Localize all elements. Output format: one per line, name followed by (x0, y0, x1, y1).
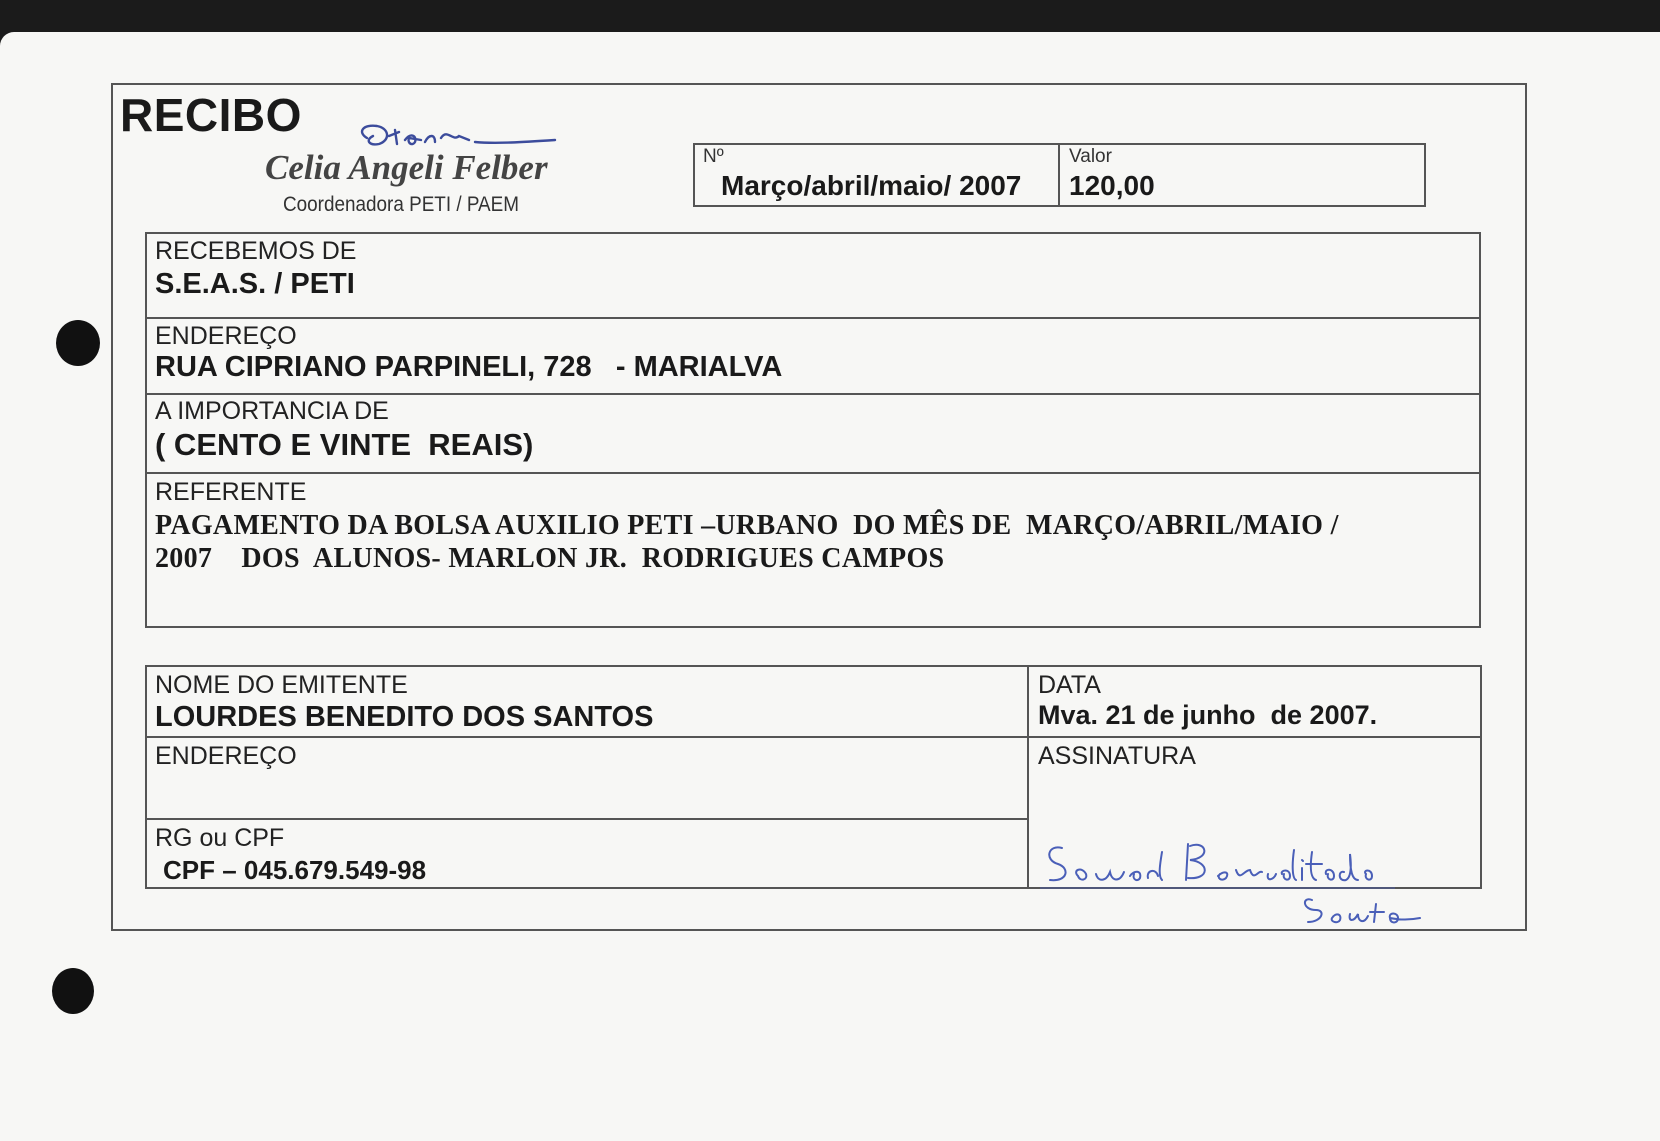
number-value-divider (1058, 143, 1060, 207)
importance-value: ( CENTO E VINTE REAIS) (155, 427, 534, 462)
stamp-name: Celia Angeli Felber (265, 148, 548, 187)
issuer-address-label: ENDEREÇO (155, 742, 297, 770)
divider-1 (145, 317, 1481, 319)
stamp-role: Coordenadora PETI / PAEM (283, 193, 520, 216)
reference-label: REFERENTE (155, 478, 307, 506)
date-value: Mva. 21 de junho de 2007. (1038, 700, 1378, 730)
binder-hole-bottom (52, 968, 94, 1014)
issuer-divider-1 (145, 736, 1482, 738)
date-label: DATA (1038, 671, 1101, 699)
issuer-divider-vertical (1027, 665, 1029, 889)
divider-3 (145, 472, 1481, 474)
divider-2 (145, 393, 1481, 395)
receipt-title: RECIBO (120, 89, 302, 141)
id-label: RG ou CPF (155, 824, 285, 852)
address-value: RUA CIPRIANO PARPINELI, 728 - MARIALVA (155, 351, 783, 383)
issuer-name-label: NOME DO EMITENTE (155, 671, 408, 699)
signature-label: ASSINATURA (1038, 742, 1196, 770)
amount-label: Valor (1069, 146, 1112, 167)
number-label: Nº (703, 146, 724, 167)
issuer-divider-2 (145, 818, 1027, 820)
amount-value: 120,00 (1069, 170, 1155, 201)
id-value: CPF – 045.679.549-98 (163, 855, 427, 885)
number-value: Março/abril/maio/ 2007 (721, 170, 1022, 201)
issuer-name-value: LOURDES BENEDITO DOS SANTOS (155, 701, 654, 733)
reference-line-2: 2007 DOS ALUNOS- MARLON JR. RODRIGUES CAMPOS (155, 543, 945, 574)
binder-hole-top (56, 320, 100, 366)
received-from-label: RECEBEMOS DE (155, 237, 357, 265)
handwritten-signature (1040, 830, 1460, 930)
address-label: ENDEREÇO (155, 322, 297, 350)
importance-label: A IMPORTANCIA DE (155, 397, 389, 425)
reference-line-1: PAGAMENTO DA BOLSA AUXILIO PETI –URBANO DO MÊS DE MARÇO/ABRIL/MAIO / (155, 510, 1339, 541)
received-from-value: S.E.A.S. / PETI (155, 268, 355, 300)
